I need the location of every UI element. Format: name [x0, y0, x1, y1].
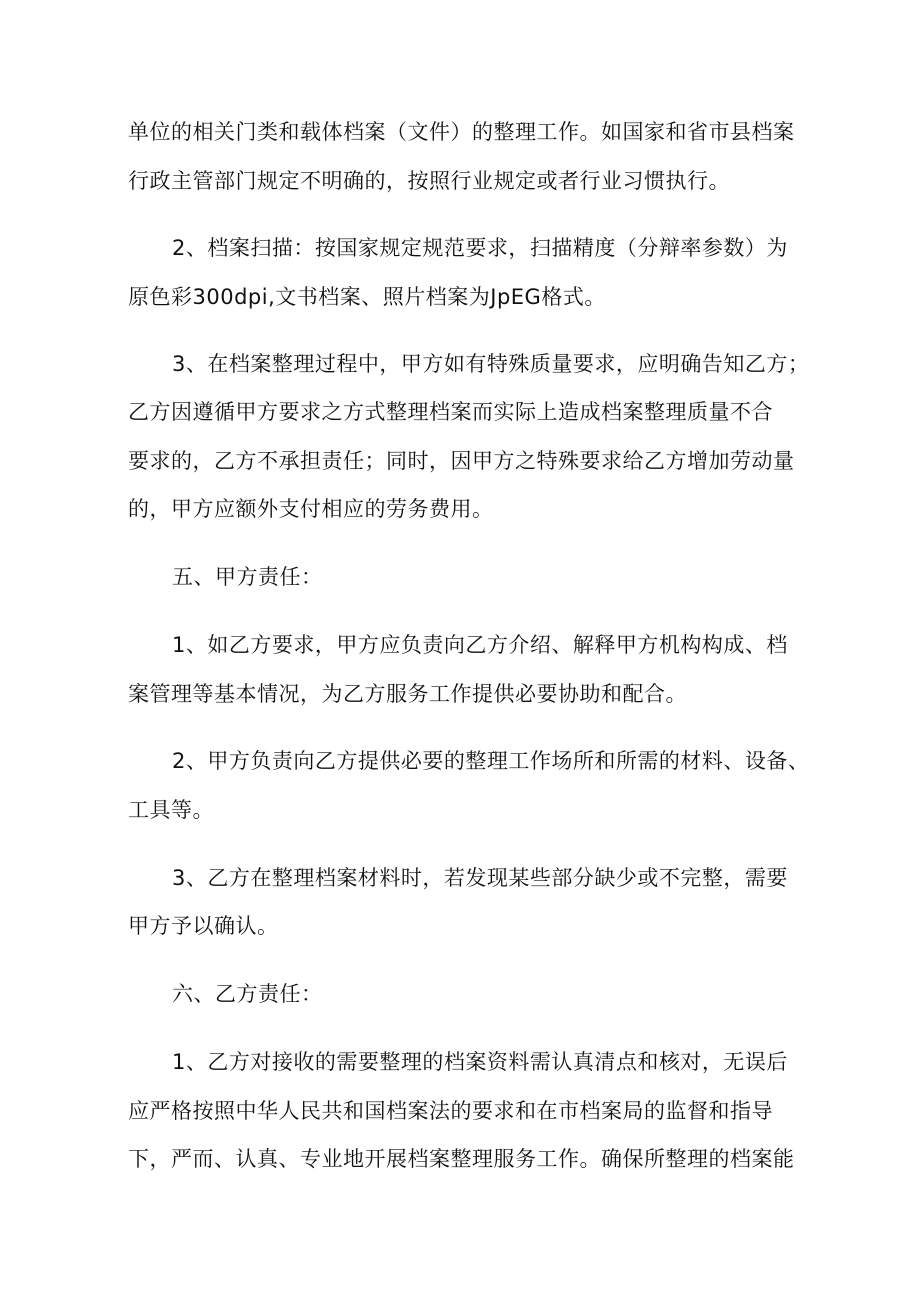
text-line: 1、乙方对接收的需要整理的档案资料需认真清点和核对，无误后 [172, 1050, 788, 1074]
text-line: 乙方因遵循甲方要求之方式整理档案而实际上造成档案整理质量不合 [128, 400, 773, 424]
text-line: 2、甲方负责向乙方提供必要的整理工作场所和所需的材料、设备、 [172, 749, 810, 773]
section-heading: 六、乙方责任： [172, 982, 323, 1006]
text-line: 工具等。 [128, 798, 214, 822]
text-line: 甲方予以确认。 [128, 914, 279, 938]
text-line: 行政主管部门规定不明确的，按照行业规定或者行业习惯执行。 [128, 169, 730, 193]
text-line: 2、档案扫描：按国家规定规范要求，扫描精度（分辩率参数）为 [172, 236, 788, 260]
text-line: 案管理等基本情况，为乙方服务工作提供必要协助和配合。 [128, 682, 687, 706]
text-line: 下，严而、认真、专业地开展档案整理服务工作。确保所整理的档案能 [128, 1147, 795, 1171]
section-heading: 五、甲方责任： [172, 565, 323, 589]
text-line: 3、乙方在整理档案材料时，若发现某些部分缺少或不完整，需要 [172, 866, 788, 890]
text-line: 的，甲方应额外支付相应的劳务费用。 [128, 497, 494, 521]
text-line: 3、在档案整理过程中，甲方如有特殊质量要求，应明确告知乙方； [172, 352, 810, 376]
text-line: 要求的，乙方不承担责任；同时，因甲方之特殊要求给乙方增加劳动量 [128, 449, 795, 473]
text-line: 1、如乙方要求，甲方应负责向乙方介绍、解释甲方机构构成、档 [172, 633, 788, 657]
text-line: 应严格按照中华人民共和国档案法的要求和在市档案局的监督和指导 [128, 1099, 773, 1123]
text-line: 单位的相关门类和载体档案（文件）的整理工作。如国家和省市县档案 [128, 120, 795, 144]
text-line: 原色彩300dpi,文书档案、照片档案为JpEG格式。 [128, 285, 606, 309]
